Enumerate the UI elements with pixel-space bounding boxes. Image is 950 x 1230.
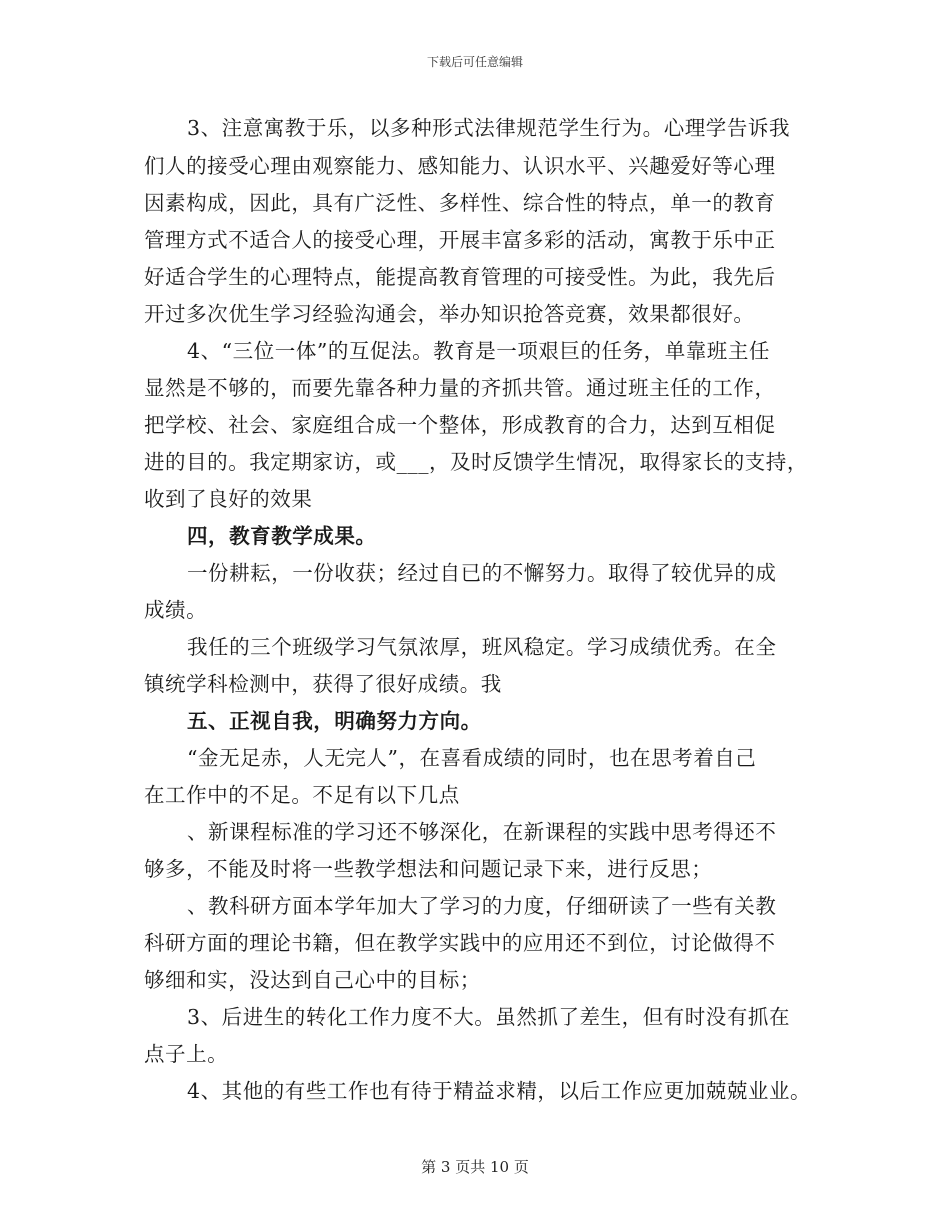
body-line: 3、注意寓教于乐，以多种形式法律规范学生行为。心理学告诉我: [187, 116, 790, 140]
body-line: 镇统学科检测中，获得了很好成绩。我: [144, 672, 502, 696]
body-line: 开过多次优生学习经验沟通会，举办知识抢答竞赛，效果都很好。: [144, 302, 755, 326]
body-line: 在工作中的不足。不足有以下几点: [144, 783, 460, 807]
body-line: 4、其他的有些工作也有待于精益求精，以后工作应更加兢兢业业。: [187, 1079, 812, 1103]
body-line: 够多，不能及时将一些教学想法和问题记录下来，进行反思；: [144, 857, 713, 881]
body-line: 进的目的。我定期家访，或___，及时反馈学生情况，取得家长的支持，: [144, 450, 808, 474]
page-header: 下载后可任意编辑: [426, 55, 523, 69]
body-line: 3、后进生的转化工作力度不大。虽然抓了差生，但有时没有抓在: [187, 1005, 790, 1029]
section-heading: 五、正视自我，明确努力方向。: [187, 709, 482, 733]
body-line: 们人的接受心理由观察能力、感知能力、认识水平、兴趣爱好等心理: [144, 154, 776, 178]
body-line: 把学校、社会、家庭组合成一个整体，形成教育的合力，达到互相促: [144, 413, 776, 437]
body-line: 管理方式不适合人的接受心理，开展丰富多彩的活动，寓教于乐中正: [144, 228, 776, 252]
body-line: 4、“三位一体”的互促法。教育是一项艰巨的任务，单靠班主任: [187, 339, 770, 363]
body-line: 收到了良好的效果: [144, 487, 313, 511]
body-line: 我任的三个班级学习气氛浓厚，班风稳定。学习成绩优秀。在全: [187, 635, 777, 659]
body-line: 点子上。: [144, 1042, 229, 1066]
body-line: 科研方面的理论书籍，但在教学实践中的应用还不到位，讨论做得不: [144, 931, 776, 955]
body-line: 、新课程标准的学习还不够深化，在新课程的实践中思考得还不: [187, 820, 777, 844]
body-line: 够细和实，没达到自己心中的目标；: [144, 968, 481, 992]
page-footer: 第 3 页共 10 页: [421, 1158, 529, 1176]
body-line: 一份耕耘，一份收获；经过自已的不懈努力。取得了较优异的成: [187, 561, 777, 585]
section-heading: 四，教育教学成果。: [187, 524, 377, 548]
body-line: 好适合学生的心理特点，能提高教育管理的可接受性。为此，我先后: [144, 265, 776, 289]
body-line: 、教科研方面本学年加大了学习的力度，仔细研读了一些有关教: [187, 894, 777, 918]
body-line: “金无足赤，人无完人”，在喜看成绩的同时，也在思考着自己: [187, 746, 757, 770]
body-line: 成绩。: [144, 598, 208, 622]
body-line: 显然是不够的，而要先靠各种力量的齐抓共管。通过班主任的工作，: [144, 376, 776, 400]
body-line: 因素构成，因此，具有广泛性、多样性、综合性的特点，单一的教育: [144, 191, 776, 215]
